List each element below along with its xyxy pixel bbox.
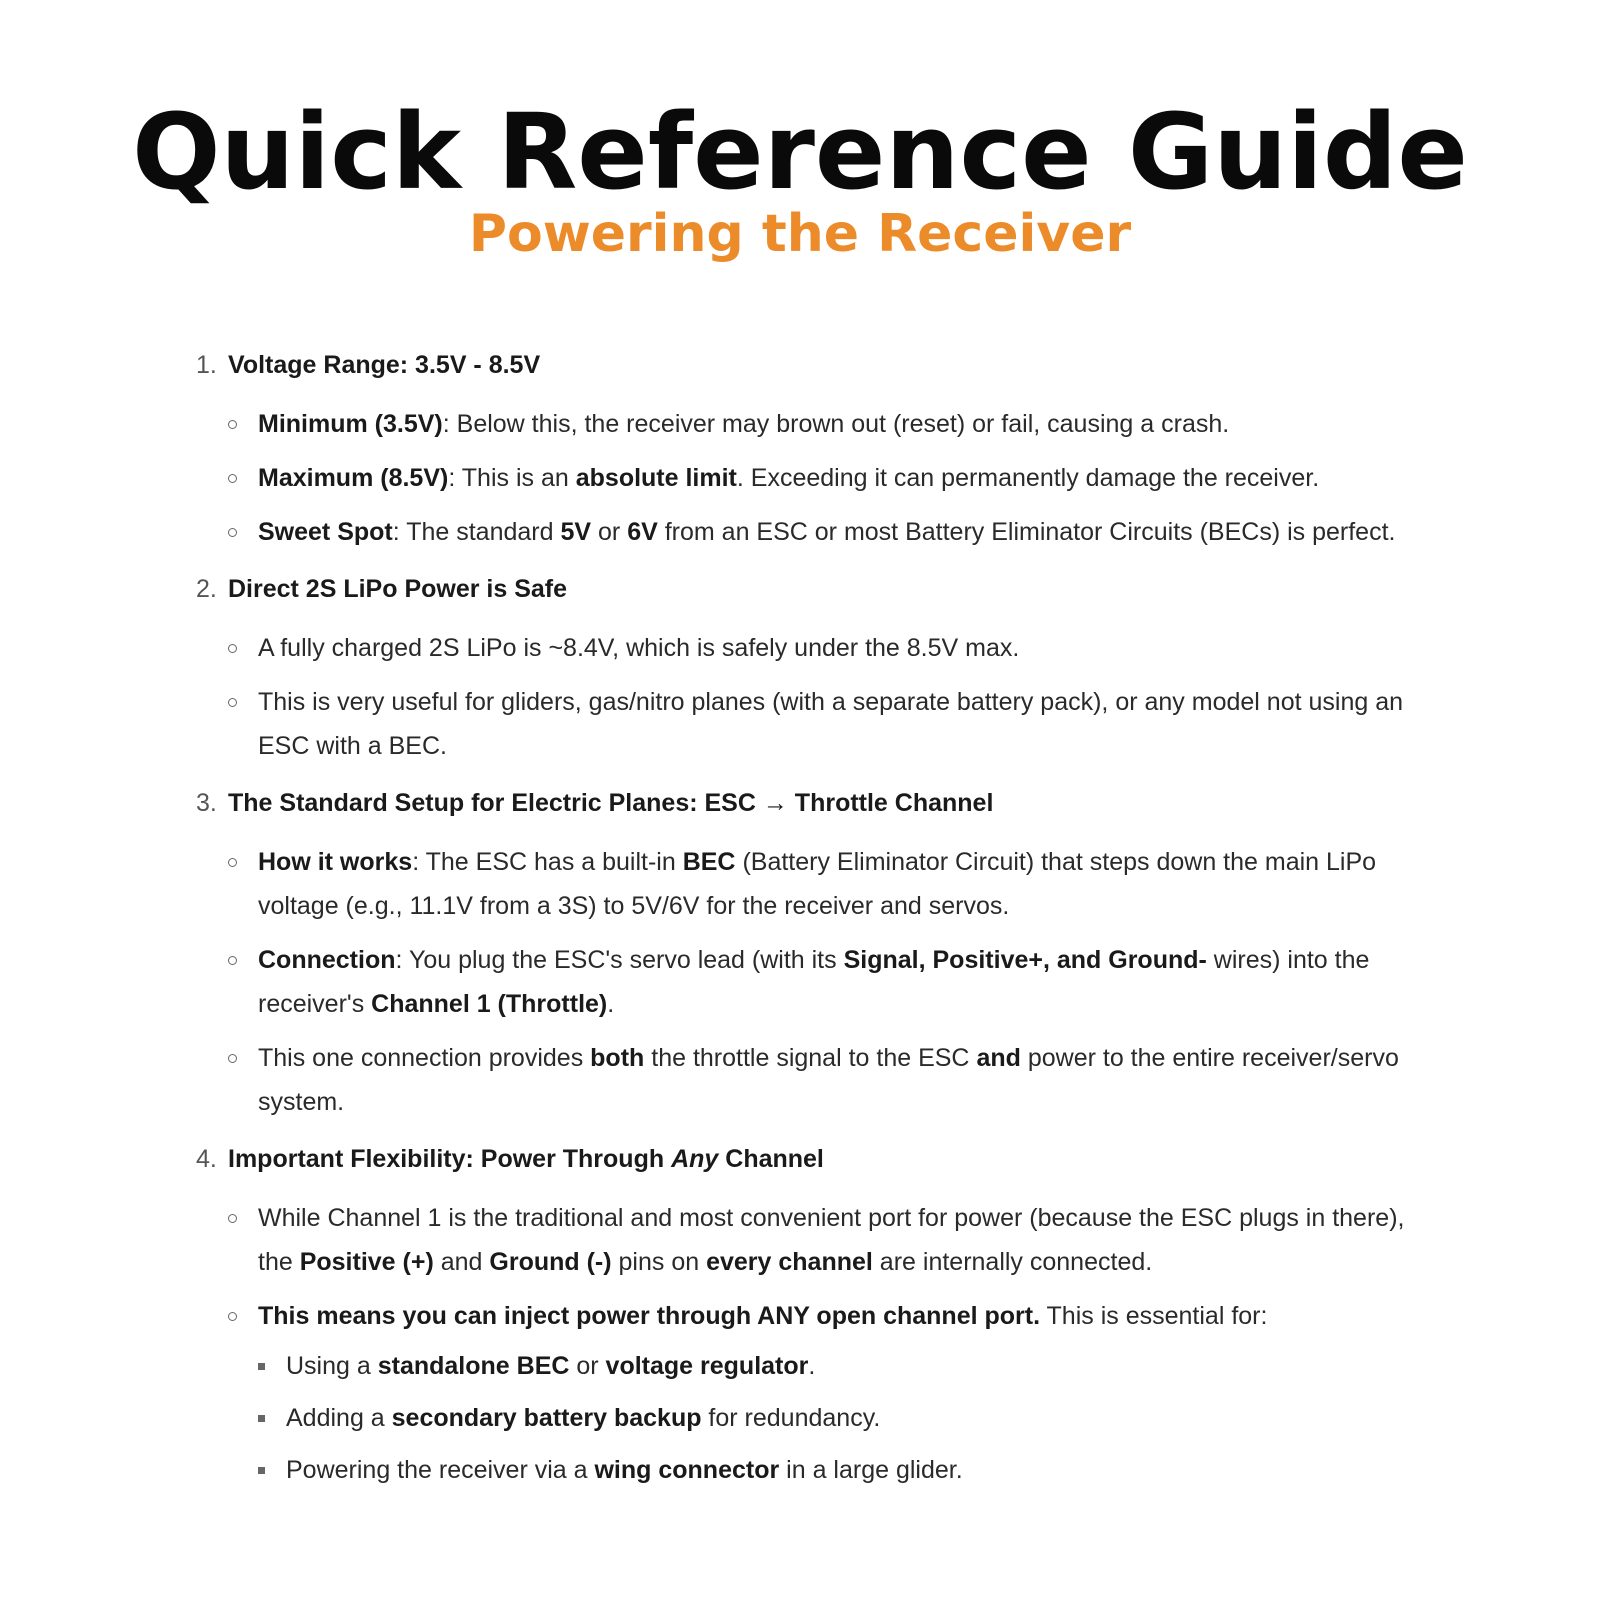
item-emphasis: standalone BEC <box>377 1352 570 1380</box>
item-text: and <box>433 1248 490 1276</box>
bullet-list <box>196 402 1426 554</box>
item-emphasis: secondary battery backup <box>391 1404 702 1432</box>
list-item <box>196 1196 1426 1284</box>
item-emphasis: every channel <box>706 1248 873 1276</box>
item-text: The standard <box>399 518 561 546</box>
list-item <box>196 840 1426 928</box>
item-separator: : <box>412 848 420 876</box>
section-direct-2s-lipo <box>196 572 1426 768</box>
item-label: Sweet Spot <box>258 518 393 546</box>
section-heading <box>196 572 1426 606</box>
page-subtitle: Powering the Receiver <box>468 204 1132 264</box>
sub-list-item <box>196 1344 1426 1388</box>
item-separator: : <box>442 410 450 438</box>
header <box>0 91 1600 264</box>
item-emphasis: and <box>976 1044 1021 1072</box>
section-standard-setup <box>196 786 1426 1124</box>
item-text: This is very useful for gliders, gas/nitro planes (with a separate battery pack), or any model not using an ESC with a BEC. <box>258 688 1404 760</box>
item-text: wires) into the receiver's <box>258 946 1370 1018</box>
item-text: are internally connected. <box>872 1248 1153 1276</box>
item-text: Powering the receiver via a <box>286 1456 595 1484</box>
bullet-list <box>196 840 1426 1124</box>
bullet-square-icon <box>258 1415 265 1422</box>
item-text: A fully charged 2S LiPo is ~8.4V, which is safely under the 8.5V max. <box>258 634 1020 662</box>
item-emphasis: Ground (-) <box>489 1248 612 1276</box>
bullet-circle-icon <box>228 1312 237 1321</box>
section-heading <box>196 1142 1426 1176</box>
item-emphasis: both <box>590 1044 645 1072</box>
bullet-list <box>196 626 1426 768</box>
bullet-list <box>196 1196 1426 1492</box>
bullet-circle-icon <box>228 858 237 867</box>
bullet-square-icon <box>258 1467 265 1474</box>
list-item <box>196 938 1426 1026</box>
item-text: This is essential for: <box>1040 1302 1268 1330</box>
item-text: You plug the ESC's servo lead (with its <box>402 946 844 974</box>
item-text: While Channel 1 is the traditional and most convenient port for power (because the ESC plugs in there), the <box>258 1204 1405 1276</box>
section-number: 1. <box>196 351 217 379</box>
item-text: . Exceeding it can permanently damage the receiver. <box>736 464 1320 492</box>
item-text: Below this, the receiver may brown out (reset) or fail, causing a crash. <box>449 410 1230 438</box>
bullet-circle-icon <box>228 698 237 707</box>
bullet-circle-icon <box>228 420 237 429</box>
item-text: This is an <box>455 464 576 492</box>
list-item <box>196 510 1426 554</box>
section-title <box>228 1145 824 1173</box>
item-separator: : <box>395 946 403 974</box>
item-text: . <box>607 990 615 1018</box>
bullet-circle-icon <box>228 1214 237 1223</box>
item-text: the throttle signal to the ESC <box>644 1044 977 1072</box>
bullet-circle-icon <box>228 528 237 537</box>
sub-bullet-list <box>196 1344 1426 1492</box>
item-text: power to the entire receiver/servo system. <box>258 1044 1399 1116</box>
list-item <box>196 626 1426 670</box>
sub-list-item <box>196 1396 1426 1440</box>
section-heading <box>196 786 1426 820</box>
bullet-circle-icon <box>228 1054 237 1063</box>
reference-content <box>196 348 1426 1510</box>
list-item <box>196 1294 1426 1492</box>
item-text: from an ESC or most Battery Eliminator Circuits (BECs) is perfect. <box>657 518 1396 546</box>
section-number: 3. <box>196 789 217 817</box>
item-text: This one connection provides <box>258 1044 591 1072</box>
item-label: How it works <box>258 848 413 876</box>
item-emphasis: This means you can inject power through ANY open channel port. <box>258 1302 1041 1330</box>
item-text: The ESC has a built-in <box>419 848 683 876</box>
bullet-circle-icon <box>228 474 237 483</box>
item-text: Using a <box>286 1352 378 1380</box>
item-text: Adding a <box>286 1404 392 1432</box>
bullet-circle-icon <box>228 956 237 965</box>
item-label: Connection <box>258 946 396 974</box>
item-label: Minimum (3.5V) <box>258 410 443 438</box>
section-title: Voltage Range: 3.5V - 8.5V <box>228 351 541 379</box>
bullet-square-icon <box>258 1363 265 1370</box>
list-item <box>196 680 1426 768</box>
item-text: pins on <box>611 1248 707 1276</box>
section-heading <box>196 348 1426 382</box>
item-text: (Battery Eliminator Circuit) that steps down the main LiPo voltage (e.g., 11.1V from a 3S) to 5V/6V for the receiver and servos. <box>258 848 1377 920</box>
item-text: in a large glider. <box>779 1456 963 1484</box>
section-flexibility <box>196 1142 1426 1492</box>
item-text: or <box>569 1352 606 1380</box>
item-emphasis: wing connector <box>594 1456 780 1484</box>
section-title-italic: Any <box>671 1145 719 1173</box>
item-emphasis: absolute limit <box>575 464 737 492</box>
item-emphasis: Positive (+) <box>299 1248 434 1276</box>
item-separator: : <box>392 518 400 546</box>
sub-list-item <box>196 1448 1426 1492</box>
item-emphasis: Signal, Positive+, and Ground- <box>843 946 1207 974</box>
item-emphasis: 5V <box>560 518 592 546</box>
section-title-part: Important Flexibility: Power Through <box>228 1145 672 1173</box>
section-title: Direct 2S LiPo Power is Safe <box>228 575 568 603</box>
section-number: 2. <box>196 575 217 603</box>
item-label: Maximum (8.5V) <box>258 464 449 492</box>
item-emphasis: 6V <box>627 518 658 546</box>
section-title-part: Channel <box>718 1145 824 1173</box>
item-text: or <box>591 518 628 546</box>
item-text: for redundancy. <box>701 1404 881 1432</box>
item-emphasis: BEC <box>682 848 736 876</box>
item-text: . <box>808 1352 816 1380</box>
list-item <box>196 1036 1426 1124</box>
item-emphasis: voltage regulator <box>605 1352 809 1380</box>
item-emphasis: Channel 1 (Throttle) <box>371 990 608 1018</box>
section-title: The Standard Setup for Electric Planes: ESC → Throttle Channel <box>228 789 994 817</box>
section-voltage-range <box>196 348 1426 554</box>
section-number: 4. <box>196 1145 217 1173</box>
bullet-circle-icon <box>228 644 237 653</box>
page-title: Quick Reference Guide <box>132 91 1468 213</box>
item-separator: : <box>448 464 456 492</box>
list-item <box>196 456 1426 500</box>
list-item <box>196 402 1426 446</box>
